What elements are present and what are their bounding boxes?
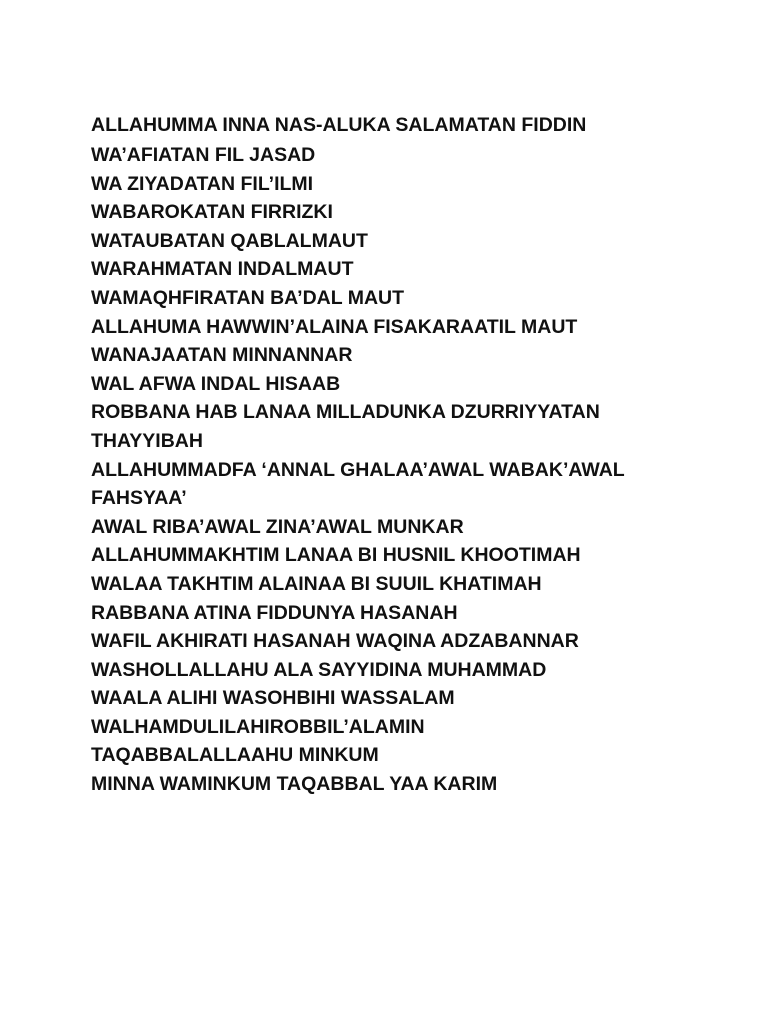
text-line: WALAA TAKHTIM ALAINAA BI SUUIL KHATIMAH [91, 572, 542, 595]
text-line: THAYYIBAH [91, 429, 203, 452]
text-line: WARAHMATAN INDALMAUT [91, 258, 354, 281]
text-line: WAFIL AKHIRATI HASANAH WAQINA ADZABANNAR [91, 630, 579, 653]
prayer-text [91, 110, 731, 799]
text-line: WATAUBATAN QABLALMAUT [91, 229, 368, 252]
text-line: WA’AFIATAN FIL JASAD [91, 144, 316, 166]
text-line: ALLAHUMMAKHTIM LANAA BI HUSNIL KHOOTIMAH [91, 544, 581, 567]
text-line: ALLAHUMMA INNA NAS-ALUKA SALAMATAN FIDDIN [91, 114, 587, 136]
text-line: WALHAMDULILAHIROBBIL’ALAMIN [91, 715, 425, 738]
text-line: TAQABBALALLAAHU MINKUM [91, 744, 379, 767]
text-line: WAALA ALIHI WASOHBIHI WASSALAM [91, 687, 455, 710]
text-line: WAMAQHFIRATAN BA’DAL MAUT [91, 286, 405, 309]
text-line: MINNA WAMINKUM TAQABBAL YAA KARIM [91, 773, 498, 796]
text-line: WANAJAATAN MINNANNAR [91, 344, 353, 367]
text-line: ALLAHUMA HAWWIN’ALAINA FISAKARAATIL MAUT [91, 315, 578, 338]
text-line: WAL AFWA INDAL HISAAB [91, 372, 341, 395]
text-line: AWAL RIBA’AWAL ZINA’AWAL MUNKAR [91, 515, 464, 538]
text-line: ALLAHUMMADFA ‘ANNAL GHALAA’AWAL WABAK’AWAL [91, 458, 625, 481]
text-line: WABAROKATAN FIRRIZKI [91, 201, 333, 224]
text-line: FAHSYAA’ [91, 487, 187, 510]
text-line: RABBANA ATINA FIDDUNYA HASANAH [91, 601, 458, 624]
text-line: WASHOLLALLAHU ALA SAYYIDINA MUHAMMAD [91, 658, 547, 681]
text-line: WA ZIYADATAN FIL’ILMI [91, 172, 314, 195]
text-line: ROBBANA HAB LANAA MILLADUNKA DZURRIYYATAN [91, 401, 600, 424]
